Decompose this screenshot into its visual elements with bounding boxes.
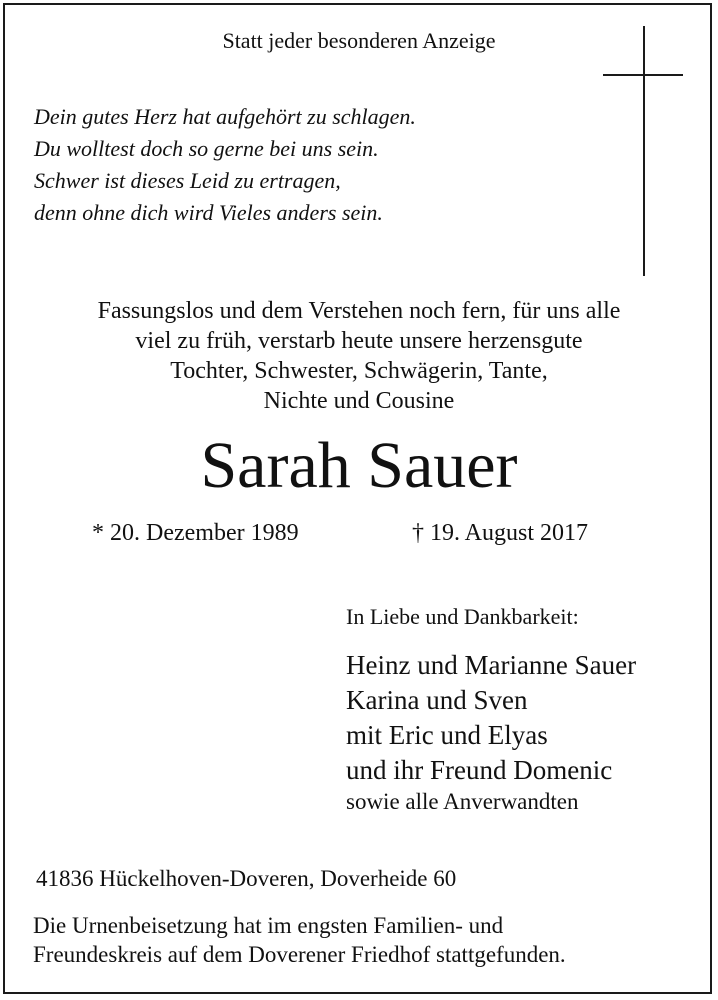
family-member: und ihr Freund Domenic [346, 755, 613, 785]
verse-line: Du wolltest doch so gerne bei uns sein. [34, 136, 379, 161]
burial-line: Die Urnenbeisetzung hat im engsten Familien- und [33, 913, 504, 938]
intro-line: Nichte und Cousine [263, 388, 455, 414]
family-member: Heinz und Marianne Sauer [346, 650, 637, 680]
verse-line: Schwer ist dieses Leid zu ertragen, [34, 168, 341, 193]
cross-vertical-bar [643, 26, 645, 276]
intro-text [0, 296, 718, 416]
cross-horizontal-bar [603, 74, 683, 76]
verse-line: denn ohne dich wird Vieles anders sein. [34, 200, 383, 225]
header-line: Statt jeder besonderen Anzeige [222, 28, 496, 53]
memorial-verse [34, 101, 416, 229]
thanks-line: In Liebe und Dankbarkeit: [346, 604, 579, 629]
birth-date: * 20. Dezember 1989 [92, 520, 299, 546]
burial-note [33, 911, 566, 969]
intro-line: Fassungslos und dem Verstehen noch fern, für uns alle [97, 298, 621, 324]
address-line: 41836 Hückelhoven-Doveren, Doverheide 60 [36, 866, 457, 891]
deceased-name: Sarah Sauer [200, 429, 518, 502]
relatives-line: sowie alle Anverwandten [346, 789, 579, 814]
family-member: mit Eric und Elyas [346, 720, 548, 750]
death-date: † 19. August 2017 [412, 520, 589, 546]
verse-line: Dein gutes Herz hat aufgehört zu schlagen. [34, 104, 416, 129]
family-member: Karina und Sven [346, 685, 528, 715]
intro-line: viel zu früh, verstarb heute unsere herzensgute [135, 328, 583, 354]
burial-line: Freundeskreis auf dem Doverener Friedhof stattgefunden. [33, 942, 566, 967]
intro-line: Tochter, Schwester, Schwägerin, Tante, [170, 358, 548, 384]
family-list [346, 648, 636, 788]
